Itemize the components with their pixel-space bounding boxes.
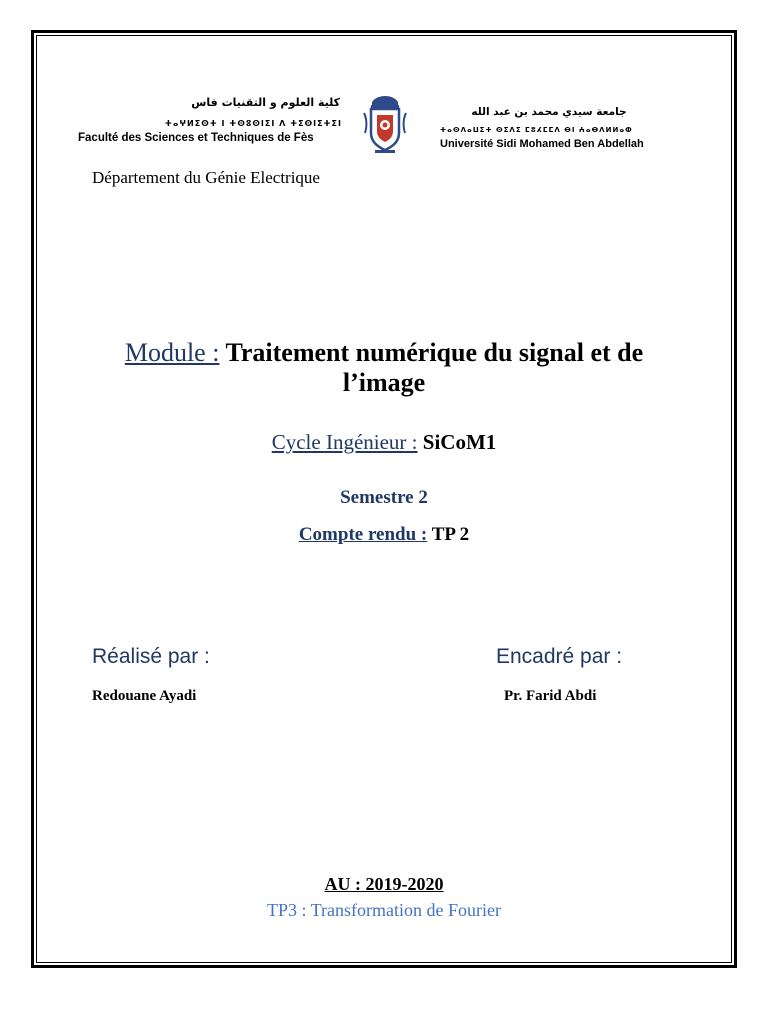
fst-arabic-name: كلية العلوم و التقنيات فاس xyxy=(191,96,340,109)
module-title xyxy=(60,338,708,398)
module-value-line2: l’image xyxy=(342,368,426,397)
module-label: Module : xyxy=(124,338,220,367)
realise-par-label: Réalisé par : xyxy=(92,645,210,668)
university-logo xyxy=(362,93,408,155)
university-emblem-icon xyxy=(362,93,408,155)
fst-french-name: Faculté des Sciences et Techniques de Fès xyxy=(78,132,314,144)
module-value-line1: Traitement numérique du signal et de xyxy=(225,338,644,367)
usmba-french-name: Université Sidi Mohamed Ben Abdellah xyxy=(440,138,644,150)
tp-subtitle: TP3 : Transformation de Fourier xyxy=(267,900,501,920)
usmba-arabic-name: جامعة سيدي محمد بن عبد الله xyxy=(471,106,627,118)
cycle-label: Cycle Ingénieur : xyxy=(271,430,418,454)
department-name: Département du Génie Electrique xyxy=(92,168,320,187)
fst-tifinagh-name: ⵜⴰⵖⵍⵉⵙⵜ ⵏ ⵜⵙⵓⵙⵏⵉⵏ ⴷ ⵜⵉⵙⵏⵉⵜⵉⵏ xyxy=(164,119,342,128)
semestre: Semestre 2 xyxy=(340,487,428,508)
usmba-tifinagh-name: ⵜⴰⵙⴷⴰⵡⵉⵜ ⵙⵉⴷⵉ ⵎⵓⵃⵎⵎⴷ ⴱⵏ ⵄⴰⴱⴷⵍⵍⴰⵀ xyxy=(440,126,633,134)
encadre-par-label: Encadré par : xyxy=(496,645,623,668)
compte-rendu-title xyxy=(60,524,708,546)
student-name: Redouane Ayadi xyxy=(92,688,197,704)
academic-year: AU : 2019-2020 xyxy=(324,874,444,894)
compte-value: TP 2 xyxy=(431,524,470,545)
cycle-value: SiCoM1 xyxy=(422,430,497,454)
cycle-title xyxy=(60,430,708,455)
supervisor-name: Pr. Farid Abdi xyxy=(504,688,597,704)
compte-label: Compte rendu : xyxy=(298,524,428,545)
